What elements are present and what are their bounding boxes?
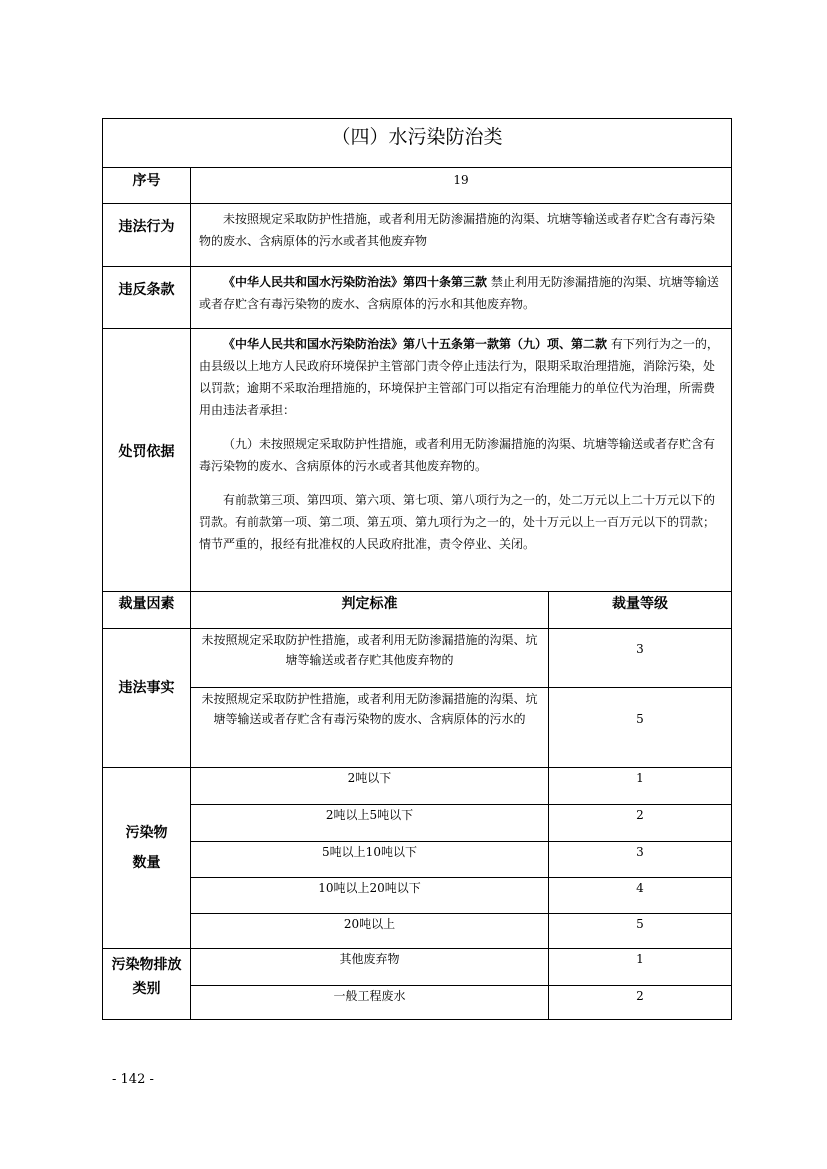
criteria-row <box>191 768 731 804</box>
group-discharge-category-label <box>103 949 191 1019</box>
discretion-table <box>102 118 732 1020</box>
criteria-row <box>191 629 731 687</box>
level-value: 5 <box>636 712 644 726</box>
group-pollutant-quantity-label <box>103 768 191 948</box>
criteria-row <box>191 985 731 1020</box>
illegal-act-label: 违法行为 <box>103 204 191 266</box>
group-illegal-facts <box>103 628 731 767</box>
criteria-text: 5吨以上10吨以下 <box>191 842 549 877</box>
criteria-row <box>191 877 731 913</box>
criteria-row <box>191 841 731 877</box>
level-value: 2 <box>636 808 644 822</box>
illegal-act-text: 未按照规定采取防护性措施，或者利用无防渗漏措施的沟渠、坑塘等输送或者存贮含有毒污染物的废水、含病原体的污水或者其他废弃物 <box>199 212 716 248</box>
clause-law-ref: 《中华人民共和国水污染防治法》第四十条第三款 <box>223 275 488 289</box>
table-title: （四）水污染防治类 <box>331 126 503 148</box>
group-illegal-facts-label: 违法事实 <box>103 629 191 767</box>
header-level: 裁量等级 <box>612 596 668 612</box>
basis-text-3: 有前款第三项、第四项、第六项、第七项、第八项行为之一的，处二万元以上二十万元以下的罚款。有前款第一项、第二项、第五项、第九项行为之一的，处十万元以上一百万元以下的罚款；情节严重的，报经有批准权的人民政府批准，责令停业、关闭。 <box>199 493 716 551</box>
level-value: 1 <box>636 771 644 785</box>
illegal-act-value <box>191 204 731 266</box>
violated-clause-row <box>103 266 731 328</box>
illegal-act-row <box>103 203 731 266</box>
penalty-basis-label: 处罚依据 <box>103 329 191 591</box>
serial-value: 19 <box>453 173 469 187</box>
level-value: 4 <box>636 881 644 895</box>
level-value: 2 <box>636 989 644 1003</box>
penalty-basis-row <box>103 328 731 591</box>
violated-clause-label: 违反条款 <box>103 267 191 328</box>
criteria-row <box>191 687 731 768</box>
criteria-text: 一般工程废水 <box>191 986 549 1020</box>
header-factor: 裁量因素 <box>103 592 191 628</box>
criteria-text: 10吨以上20吨以下 <box>191 878 549 913</box>
label-line-1: 污染物排放 <box>111 957 182 973</box>
level-value: 5 <box>636 917 644 931</box>
serial-label: 序号 <box>103 168 191 203</box>
criteria-row <box>191 949 731 985</box>
level-value: 3 <box>636 845 644 859</box>
group-discharge-category <box>103 948 731 1019</box>
label-line-1: 污染物 <box>125 825 168 841</box>
table-title-row <box>103 119 731 167</box>
label-line-2: 类别 <box>132 981 161 997</box>
criteria-text: 2吨以上5吨以下 <box>191 805 549 841</box>
criteria-header-row <box>103 591 731 628</box>
label-line-2: 数量 <box>132 855 161 871</box>
clause-text: 禁止利用无防渗漏措施的沟渠、坑塘等输送或者存贮含有毒污染物的废水、含病原体的污水和其他废弃物。 <box>199 275 719 311</box>
basis-text-2: （九）未按照规定采取防护性措施，或者利用无防渗漏措施的沟渠、坑塘等输送或者存贮含有毒污染物的废水、含病原体的污水或者其他废弃物的。 <box>199 437 716 473</box>
criteria-text: 未按照规定采取防护性措施，或者利用无防渗漏措施的沟渠、坑塘等输送或者存贮其他废弃物的 <box>191 629 549 687</box>
header-criteria: 判定标准 <box>191 592 549 628</box>
group-pollutant-quantity <box>103 767 731 948</box>
basis-law-ref: 《中华人民共和国水污染防治法》第八十五条第一款第（九）项、第二款 <box>223 337 608 351</box>
page-number: - 142 - <box>112 1072 154 1087</box>
criteria-text: 未按照规定采取防护性措施，或者利用无防渗漏措施的沟渠、坑塘等输送或者存贮含有毒污染物的废水、含病原体的污水的 <box>191 688 549 768</box>
serial-row <box>103 167 731 203</box>
penalty-basis-value <box>191 329 731 591</box>
level-value: 1 <box>636 952 644 966</box>
criteria-row <box>191 804 731 841</box>
violated-clause-value <box>191 267 731 328</box>
criteria-row <box>191 913 731 949</box>
basis-text-1: 有下列行为之一的，由县级以上地方人民政府环境保护主管部门责令停止违法行为，限期采取治理措施，消除污染，处以罚款；逾期不采取治理措施的，环境保护主管部门可以指定有治理能力的单位代为治理，所需费用由违法者承担： <box>199 337 719 417</box>
level-value: 3 <box>636 642 644 656</box>
criteria-text: 20吨以上 <box>191 914 549 949</box>
criteria-text: 2吨以下 <box>191 768 549 804</box>
criteria-text: 其他废弃物 <box>191 949 549 985</box>
